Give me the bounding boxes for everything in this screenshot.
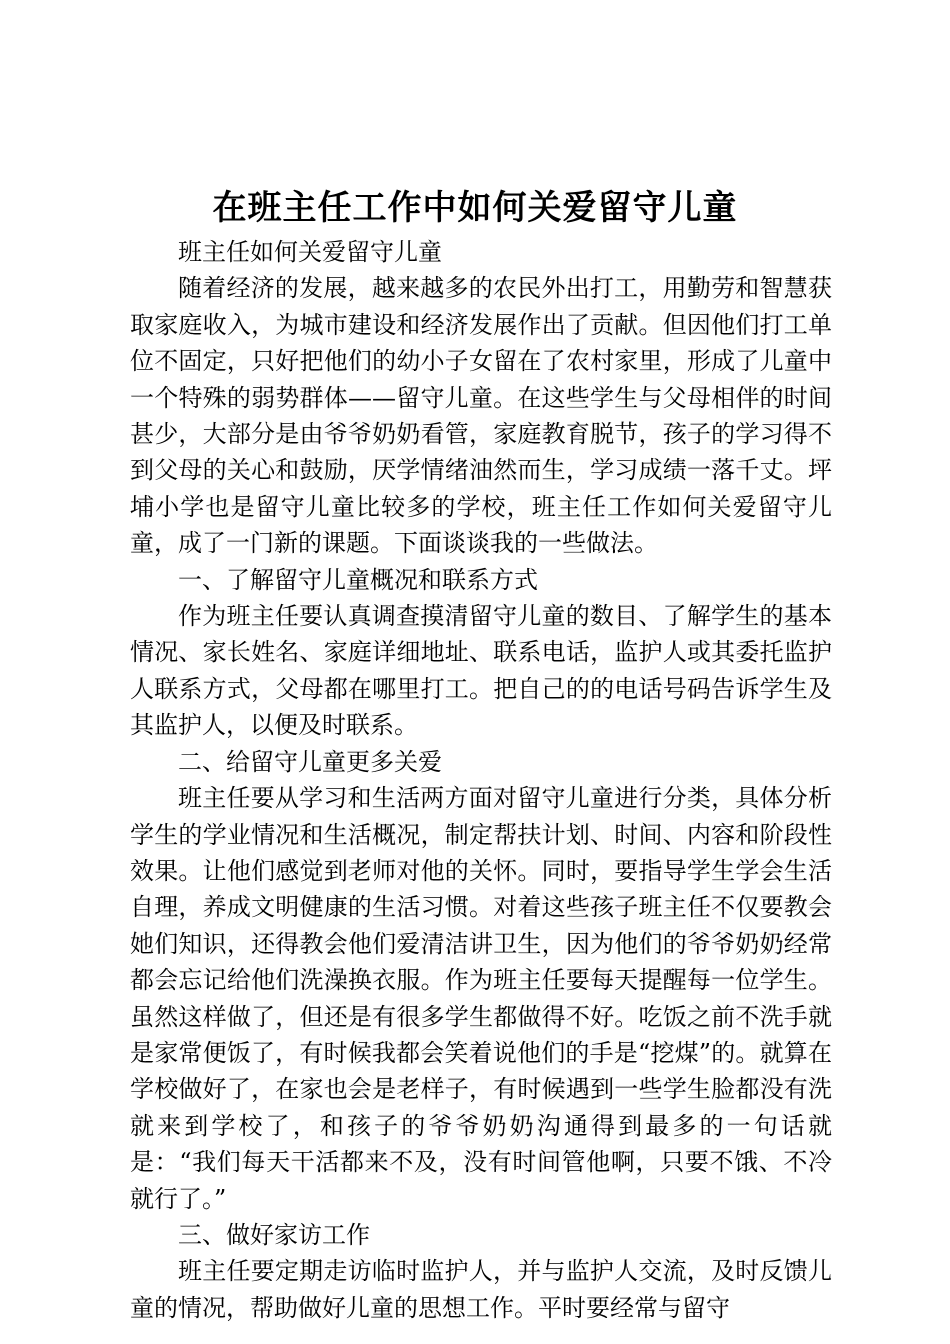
section-paragraph-2: 班主任要从学习和生活两方面对留守儿童进行分类，具体分析学生的学业情况和生活概况，制定帮扶计划、时间、内容和阶段性效果。让他们感觉到老师对他的关怀。同时，要指导学生学会生活自理，养成文明健康的生活习惯。对着这些孩子班主任不仅要教会她们知识，还得教会他们爱清洁讲卫生，因为他们的爷爷奶奶经常都会忘记给他们洗澡换衣服。作为班主任要每天提醒每一位学生。虽然这样做了，但还是有很多学生都做得不好。吃饭之前不洗手就是家常便饭了，有时候我都会笑着说他们的手是“挖煤”的。就算在学校做好了，在家也会是老样子，有时候遇到一些学生脸都没有洗就来到学校了，和孩子的爷爷奶奶沟通得到最多的一句话就是：“我们每天干活都来不及，没有时间管他啊，只要不饿、不冷就行了。”	[130, 784, 832, 1213]
subtitle-paragraph: 班主任如何关爱留守儿童	[178, 238, 442, 266]
document-body	[130, 234, 832, 1326]
section-heading-2: 二、给留守儿童更多关爱	[178, 747, 442, 776]
section-heading-3: 三、做好家访工作	[178, 1220, 370, 1249]
document-title: 在班主任工作中如何关爱留守儿童	[212, 188, 738, 228]
section-paragraph-3: 班主任要定期走访临时监护人，并与监护人交流，及时反馈儿童的情况，帮助做好儿童的思想工作。平时要经常与留守	[130, 1257, 832, 1322]
section-heading-1: 一、了解留守儿童概况和联系方式	[178, 565, 538, 594]
section-paragraph-1: 作为班主任要认真调查摸清留守儿童的数目、了解学生的基本情况、家长姓名、家庭详细地址、联系电话，监护人或其委托监护人联系方式，父母都在哪里打工。把自己的的电话号码告诉学生及其监护人，以便及时联系。	[130, 602, 832, 740]
intro-paragraph: 随着经济的发展，越来越多的农民外出打工，用勤劳和智慧获取家庭收入，为城市建设和经济发展作出了贡献。但因他们打工单位不固定，只好把他们的幼小子女留在了农村家里，形成了儿童中一个特殊的弱势群体——留守儿童。在这些学生与父母相伴的时间甚少，大部分是由爷爷奶奶看管，家庭教育脱节，孩子的学习得不到父母的关心和鼓励，厌学情绪油然而生，学习成绩一落千丈。坪埔小学也是留守儿童比较多的学校，班主任工作如何关爱留守儿童，成了一门新的课题。下面谈谈我的一些做法。	[130, 274, 832, 558]
